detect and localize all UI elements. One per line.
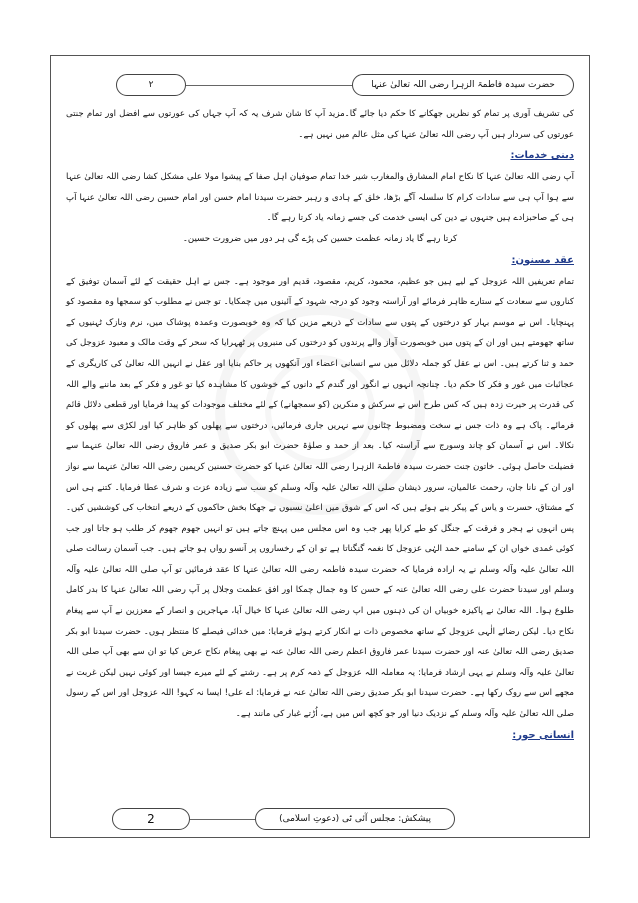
footer-connector-line [190, 819, 255, 820]
page-content [66, 104, 574, 747]
couplet-line: کرتا رہے گا یاد زمانہ عظمت حسین کی پڑے گی ہر دور میں ضرورت حسین۔ [182, 233, 458, 244]
header-title: حضرت سیدہ فاطمۃ الزہرا رضی اللہ تعالیٰ عنہا [352, 74, 574, 96]
header-connector-line [186, 85, 352, 86]
marriage-paragraph: تمام تعریفیں اللہ عزوجل کے لیے ہیں جو عظیم، محمود، کریم، مقصود، قدیم اور موجود ہے۔ جس نے اہل حقیقت کے لئے آسمان توفیق کے کناروں سے سعادت کے ستارے ظاہر فرمائے اور آراستہ وجود کو درجہ شہود کے آئینوں میں چمکایا۔ تو جس نے مطلوب کو سمجھا وہ مقصود کو پہنچایا۔ اس نے موسم بہار کو درختوں کے پتوں سے سادات کے ذریعے مزین کیا کہ وہ خوبصورت وعمدہ پوشاک میں، نرم ونازک ٹہنیوں کے ساتھ جھومتے ہیں اور ان کے پتوں میں خوبصورت آواز والے پرندوں کو درختوں کی منبروں پر ٹھہرایا کہ سحر کے وقت مالک و معبود عزوجل کی حمد و ثنا کرتے ہیں۔ اس نے عقل کو جملہ دلائل میں سے انسانی اعضاء اور آنکھوں پر حاکم بنایا اور عقل نے انہیں اللہ تعالیٰ کی کاریگری کے عجائبات میں غور و فکر کا حکم دیا۔ چنانچہ انہوں نے انگور اور گندم کے دانوں کے خوشوں کا مشاہدہ کیا تو غور و فکر کے بعد ماننے والے اللہ کی قدرت پر حیرت زدہ ہیں کہ کس طرح اس نے سرکش و منکرین (کو سمجھانے) کے لئے مختلف موجودات کو پیدا فرمایا اور قطعی دلائل قائم فرمائے۔ پاک ہے وہ ذات جس نے سخت ومضبوط چٹانوں سے نہریں جاری فرمائیں، درختوں سے پھلوں کو ظاہر کیا اور لکڑی سے پھلوں کو نکالا۔ اس نے آسمان کو چاند وسورج سے آراستہ کیا۔ بعد از حمد و صلوٰۃ حضرت ابو بکر صدیق و عمر فاروق رضی اللہ تعالیٰ عنہما سے فضیلت حاصل ہوئی۔ خاتون جنت حضرت سیدہ فاطمۃ الزہرا رضی اللہ تعالیٰ عنہا کو حضرت حسنین کریمین رضی اللہ تعالیٰ عنہما سے نواز اور ان کے نانا جان، رحمت عالمیان، سرور ذیشان صلی اللہ تعالیٰ علیہ وآلہ وسلم کو سب سے زیادہ عزت و شرف عطا فرمایا۔ کتنے ہی اس کے مشتاق، حسرت و یاس کے پیکر بنے ہوئے ہیں کہ اس کے شوق میں اعلیٰ نسبوں نے جھکا بخش حاکموں کے ذریعے انتخاب کی کوششیں کیں۔ پس انہوں نے ہجر و فرقت کے جنگل کو طے کرایا پھر جب وہ اس مجلس میں پہنچ جاتے ہیں تو انہیں جھوم جھوم کر طلب ہو جاتا اور جب کوئی غمدی خواں ان کے سامنے حمد الہٰی عزوجل کا نغمہ گنگناتا ہے تو ان کے رخساروں پر آنسو رواں ہو جاتے ہیں۔ جب آسمان رسالت صلی اللہ تعالیٰ علیہ وآلہ وسلم نے یہ ارادہ فرمایا کہ حضرت سیدہ فاطمہ رضی اللہ تعالیٰ عنہا کا عقد فرمائیں تو آپ صلی اللہ تعالیٰ علیہ وآلہ وسلم اور سیدنا حضرت علی رضی اللہ تعالیٰ عنہ کے حسن کا وہ جمال چمکا اور افق عظمت وجلال پر آپ رضی اللہ تعالیٰ عنہا کا بدر کامل طلوع ہوا۔ اللہ تعالیٰ نے پاکیزہ خوبیاں ان کی ذہنوں میں اپ رضی اللہ تعالیٰ عنہا کا خیال آیا، مہاجرین و انصار کے معززین نے آپ سے پیغام نکاح دیا۔ لیکن رضائے الٰہی عزوجل کے ساتھ مخصوص ذات نے انکار کرتے ہوئے فرمایا: میں خدائی فیصلے کا منتظر ہوں۔ حضرت سیدنا ابو بکر صدیق رضی اللہ تعالیٰ عنہ اور حضرت سیدنا عمر فاروق اعظم رضی اللہ تعالیٰ عنہ نے بھی پیغام نکاح عرض کیا تو ان سے بھی آپ صلی اللہ تعالیٰ علیہ وآلہ وسلم نے یہی ارشاد فرمایا: یہ معاملہ اللہ عزوجل کے ذمہ کرم پر ہے۔ رشتے کے لئے میرے جیسا اور کوئی نہیں لیکن غربت نے مجھے اس سے روک رکھا ہے۔ حضرت سیدنا ابو بکر صدیق رضی اللہ تعالیٰ عنہ نے فرمایا: اے علی! ایسا نہ کہو! اللہ عزوجل اور اس کے رسول صلی اللہ تعالیٰ علیہ وآلہ وسلم کے نزدیک دنیا اور جو کچھ اس میں ہے، اُڑتے غبار کی مانند ہے۔ [66, 276, 574, 720]
religious-services-paragraph: آپ رضی اللہ تعالیٰ عنہا کا نکاح امام المشارق والمغارب شیر خدا تمام صوفیان اہل صفا کے پیشوا مولا علی مشکل کشا رضی اللہ تعالیٰ عنہا سے ہوا آپ ہی سے سادات کرام کا سلسلہ آگے بڑھا، خلق کے ہادی و رہبر حضرت سیدنا امام حسن اور امام حسین رضی اللہ تعالیٰ عنہا آپ ہی کے صاحبزادے ہیں جنہوں نے دین کی ایسی خدمت کی جسے زمانہ یاد کرتا رہے گا۔ [66, 172, 574, 224]
section-heading-marriage: عقد مسنون: [511, 254, 574, 266]
intro-paragraph: کی تشریف آوری پر تمام کو نظریں جھکانے کا حکم دیا جائے گا۔مزید آپ کا شان شرف یہ کہ آپ جہاں کی عورتوں سے افضل اور تمام جنتی عورتوں کی سردار ہیں آپ رضی اللہ تعالیٰ عنہا کی مثل عالم میں نہیں ہے۔ [66, 109, 574, 140]
section-heading-human-hoor: انسانی حور: [512, 729, 574, 741]
section-heading-religious-services: دینی خدمات: [510, 150, 574, 162]
footer-page-number: 2 [112, 808, 190, 830]
header-page-label: ۲ [116, 74, 186, 96]
footer-publisher: پیشکش: مجلس آئی ٹی (دعوتِ اسلامی) [255, 808, 455, 830]
